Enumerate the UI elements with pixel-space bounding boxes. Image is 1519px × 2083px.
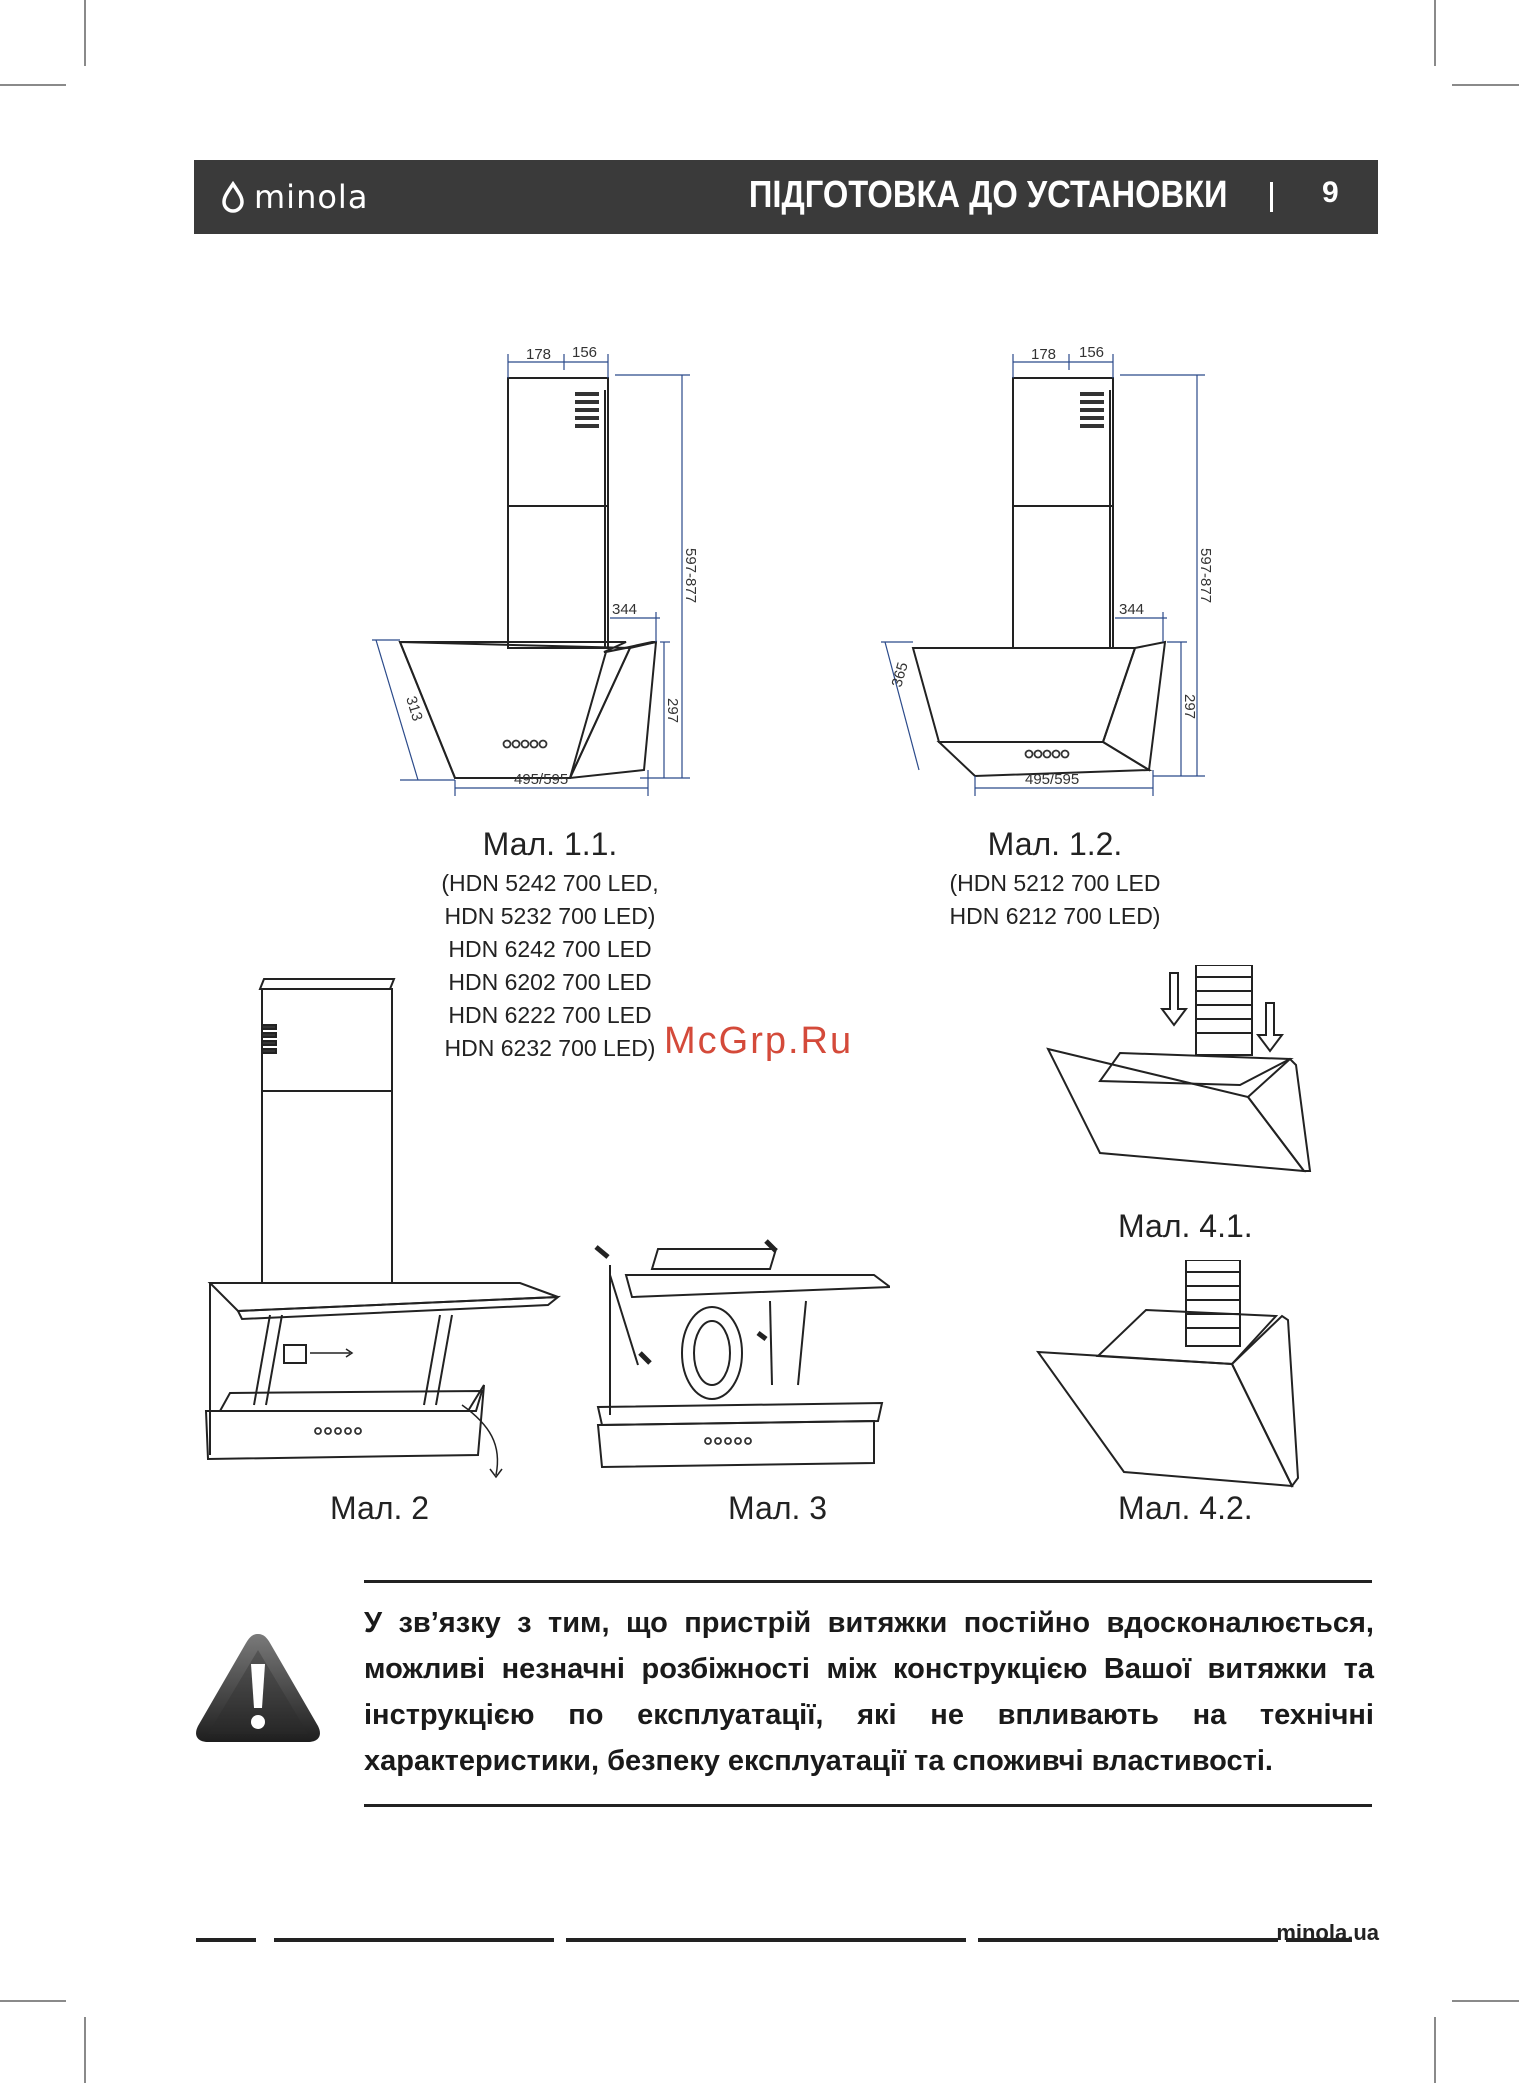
crop-mark [84,0,86,66]
model-name: (HDN 5212 700 LED [949,870,1161,896]
dim-label: 597-877 [1197,548,1214,604]
crop-mark [0,84,66,86]
figure-label: Мал. 1.1. [482,826,618,862]
model-name: HDN 5232 700 LED) [444,903,656,929]
dim-label: 297 [1181,694,1198,720]
model-name: HDN 6202 700 LED [448,969,652,995]
dim-label: 495/595 [1025,771,1080,788]
crop-mark [84,2017,86,2083]
figure-4-2-caption: Мал. 4.2. [1118,1490,1253,1526]
dim-label: 178 [526,346,552,363]
chimney-lower [508,506,608,648]
brand-logo [220,178,368,216]
page-number: 9 [1322,176,1339,209]
drop-icon [220,181,246,213]
figure-4-1-diagram [1040,965,1330,1205]
model-name: HDN 6242 700 LED [448,936,652,962]
dim-label: 344 [612,601,638,618]
brand-name: minola [254,178,369,216]
crop-mark [0,2000,66,2002]
figure-label: Мал. 1.2. [987,826,1123,862]
page-title: ПІДГОТОВКА ДО УСТАНОВКИ [749,174,1228,216]
figure-4-1-caption: Мал. 4.1. [1118,1208,1253,1244]
dim-label: 178 [1031,346,1057,363]
footer-rule [196,1938,256,1942]
model-name: HDN 6232 700 LED) [444,1035,656,1061]
header-bar [194,160,1378,234]
figure-2-caption: Мал. 2 [330,1490,430,1526]
dim-label: 365 [888,660,912,690]
figure-3-diagram [590,1235,890,1475]
dim-label: 156 [572,344,598,361]
figure-4-2-diagram [1036,1260,1336,1500]
figure-1-1-diagram [370,330,720,810]
model-name: HDN 6222 700 LED [448,1002,652,1028]
crop-mark [1434,0,1436,66]
figure-2-diagram [200,975,570,1490]
crop-mark [1452,2000,1519,2002]
figure-1-2-diagram [875,330,1220,810]
notice-bottom-rule [364,1804,1372,1807]
warning-icon [192,1630,324,1746]
header-divider [1270,182,1273,212]
dim-label: 313 [402,694,426,724]
footer-rule [274,1938,554,1942]
dim-label: 495/595 [514,771,569,788]
crop-mark [1452,84,1519,86]
watermark: McGrp.Ru [664,1020,854,1062]
footer-rule [978,1938,1278,1942]
footer-rule [566,1938,966,1942]
notice-top-rule [364,1580,1372,1583]
notice-text: У зв’язку з тим, що пристрій витяжки постійно вдосконалюється, можливі незначні розбіжності між конструкцією Вашої витяжки та інструкцією по експлуатації, які не впливають на технічні характеристики, безпеку експлуатації та споживчі властивості. [364,1607,1374,1777]
model-name: (HDN 5242 700 LED, [441,870,659,896]
model-list [935,867,1175,933]
chimney-upper [508,378,608,506]
dim-label: 597-877 [682,548,699,604]
figure-3-caption: Мал. 3 [728,1490,828,1526]
crop-mark [1434,2017,1436,2083]
footer-url: minola.ua [1276,1920,1379,1945]
dim-label: 297 [664,698,681,724]
figure-1-2-caption [935,826,1175,933]
dim-label: 156 [1079,344,1105,361]
dim-label: 344 [1119,601,1145,618]
model-name: HDN 6212 700 LED) [949,903,1161,929]
